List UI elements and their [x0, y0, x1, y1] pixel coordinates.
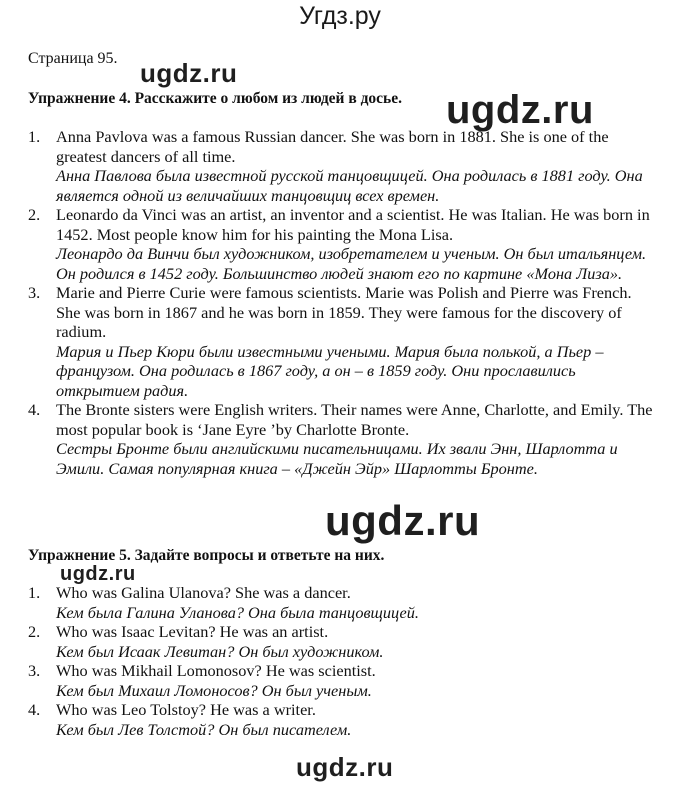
english-question: Who was Isaac Levitan? He was an artist. [56, 622, 329, 641]
russian-translation: Анна Павлова была известной русской танцовщицей. Она родилась в 1881 году. Она является одной из величайших танцовщиц всех времен. [56, 166, 643, 205]
item-number: 4. [28, 700, 41, 719]
watermark: ugdz.ru [140, 58, 238, 88]
page-label: Страница 95. [28, 50, 118, 67]
list-item [28, 700, 658, 739]
english-text: Leonardo da Vinci was an artist, an inventor and a scientist. He was Italian. He was born in 1452. Most people know him for his painting the Mona Lisa. [56, 205, 650, 244]
russian-translation: Сестры Бронте были английскими писательницами. Их звали Энн, Шарлотта и Эмили. Самая популярная книга – «Джейн Эйр» Шарлотты Бронте. [56, 439, 618, 478]
english-question: Who was Galina Ulanova? She was a dancer. [56, 583, 351, 602]
list-item [28, 583, 658, 622]
russian-translation: Кем был Исаак Левитан? Он был художником. [56, 641, 384, 661]
item-number: 1. [28, 583, 41, 602]
item-number: 4. [28, 400, 41, 419]
site-title: Угдз.ру [299, 2, 381, 30]
russian-translation: Кем была Галина Уланова? Она была танцовщицей. [56, 602, 419, 622]
watermark: ugdz.ru [296, 752, 394, 782]
english-question: Who was Leo Tolstoy? He was a writer. [56, 700, 316, 719]
item-number: 3. [28, 283, 41, 302]
item-number: 2. [28, 622, 41, 641]
watermark: ugdz.ru [60, 563, 136, 585]
exercise-5-heading: Упражнение 5. Задайте вопросы и ответьте на них. [28, 547, 385, 564]
english-text: The Bronte sisters were English writers. Their names were Anne, Charlotte, and Emily. The most popular book is ‘Jane Eyre ’by Charlotte Bronte. [56, 400, 653, 439]
list-item [28, 400, 658, 478]
list-item [28, 283, 658, 400]
list-item [28, 622, 658, 661]
item-number: 3. [28, 661, 41, 680]
russian-translation: Леонардо да Винчи был художником, изобретателем и ученым. Он был итальянцем. Он родился в 1452 году. Большинство людей знают его по картине «Мона Лиза». [56, 244, 647, 283]
russian-translation: Кем был Михаил Ломоносов? Он был ученым. [56, 680, 372, 700]
english-text: Anna Pavlova was a famous Russian dancer. She was born in 1881. She is one of the greatest dancers of all time. [56, 127, 609, 166]
list-item [28, 661, 658, 700]
item-number: 2. [28, 205, 41, 224]
english-text: Marie and Pierre Curie were famous scientists. Marie was Polish and Pierre was French. She was born in 1867 and he was born in 1859. They were famous for the discovery of radium. [56, 283, 632, 341]
exercise-4-heading: Упражнение 4. Расскажите о любом из людей в досье. [28, 90, 403, 107]
russian-translation: Кем был Лев Толстой? Он был писателем. [56, 719, 352, 739]
list-item [28, 127, 658, 205]
list-item [28, 205, 658, 283]
russian-translation: Мария и Пьер Кюри были известными учеными. Мария была полькой, а Пьер – французом. Она родилась в 1867 году, а он – в 1859 году. Они прославились открытием радия. [56, 341, 604, 400]
watermark: ugdz.ru [325, 497, 481, 544]
exercise-5-list [28, 583, 658, 739]
exercise-4-list [28, 127, 658, 478]
watermark: ugdz.ru [446, 88, 594, 132]
english-question: Who was Mikhail Lomonosov? He was scientist. [56, 661, 376, 680]
item-number: 1. [28, 127, 41, 146]
